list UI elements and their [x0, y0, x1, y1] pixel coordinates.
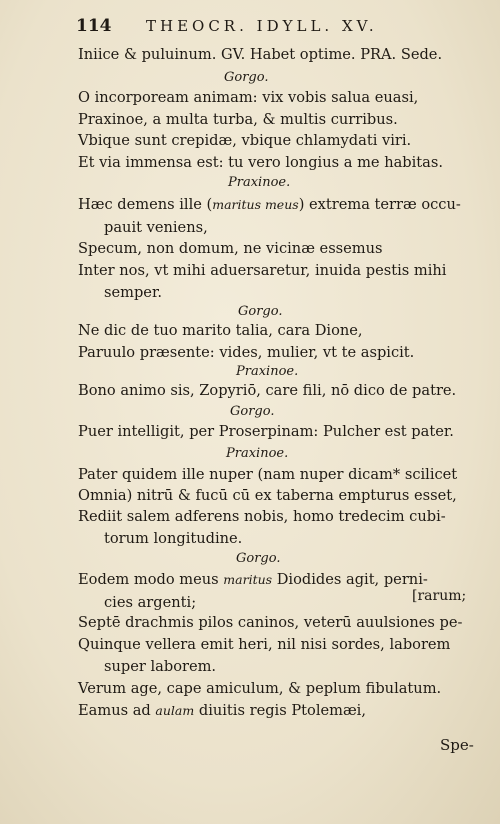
text-line: Ne dic de tuo marito talia, cara Dione,	[78, 322, 363, 339]
bracket-turnover: [rarum;	[412, 588, 467, 604]
speaker-name: Gorgo.	[238, 304, 283, 319]
text-line: Eamus ad aulam diuitis regis Ptolemæi,	[78, 702, 366, 719]
text-line: semper.	[104, 284, 162, 301]
speaker-name: Gorgo.	[236, 551, 281, 566]
text-line: Vbique sunt crepidæ, vbique chlamydati viri.	[78, 132, 412, 149]
text-line: Inter nos, vt mihi aduersaretur, inuida pestis mihi	[78, 262, 447, 279]
speaker-name: Praxinoe.	[236, 364, 299, 379]
text-line: torum longitudine.	[104, 530, 243, 547]
text-line: pauit veniens,	[104, 219, 208, 236]
running-title: THEOCR. IDYLL. XV.	[146, 17, 378, 35]
text-line: super laborem.	[104, 658, 217, 675]
speaker-name: Gorgo.	[224, 70, 269, 85]
catchword: Spe-	[440, 736, 474, 754]
text-line: Bono animo sis, Zopyriō, care fili, nō dico de patre.	[78, 382, 457, 399]
text-line: O incorpoream animam: vix vobis salua euasi,	[78, 89, 419, 106]
text-line: Specum, non domum, ne vicinæ essemus	[78, 240, 383, 257]
text-line: Et via immensa est: tu vero longius a me habitas.	[78, 154, 443, 171]
text-line: Praxinoe, a multa turba, & multis curribus.	[78, 111, 398, 128]
text-line: cies argenti;	[104, 594, 197, 611]
text-line: Verum age, cape amiculum, & peplum fibulatum.	[78, 680, 442, 697]
text-line: Paruulo præsente: vides, mulier, vt te aspicit.	[78, 344, 415, 361]
text-line: Rediit salem adferens nobis, homo tredecim cubi-	[78, 508, 446, 525]
text-line: Septē drachmis pilos caninos, veterū auulsiones pe-	[78, 614, 463, 631]
speaker-name: Gorgo.	[230, 404, 275, 419]
speaker-name: Praxinoe.	[226, 446, 289, 461]
text-line: Puer intelligit, per Proserpinam: Pulcher est pater.	[78, 423, 454, 440]
text-line: Eodem modo meus maritus Diodides agit, perni-	[78, 571, 428, 588]
text-line: Iniice & puluinum. GV. Habet optime. PRA. Sede.	[78, 46, 443, 63]
page-number: 114	[76, 16, 112, 36]
text-line: Pater quidem ille nuper (nam nuper dicam* scilicet	[78, 466, 458, 483]
text-line: Quinque vellera emit heri, nil nisi sordes, laborem	[78, 636, 451, 653]
speaker-name: Praxinoe.	[228, 175, 291, 190]
text-line: Hæc demens ille (maritus meus) extrema terræ occu-	[78, 196, 461, 213]
page-header	[76, 16, 432, 36]
text-line: Omnia) nitrū & fucū cū ex taberna empturus esset,	[78, 487, 457, 504]
